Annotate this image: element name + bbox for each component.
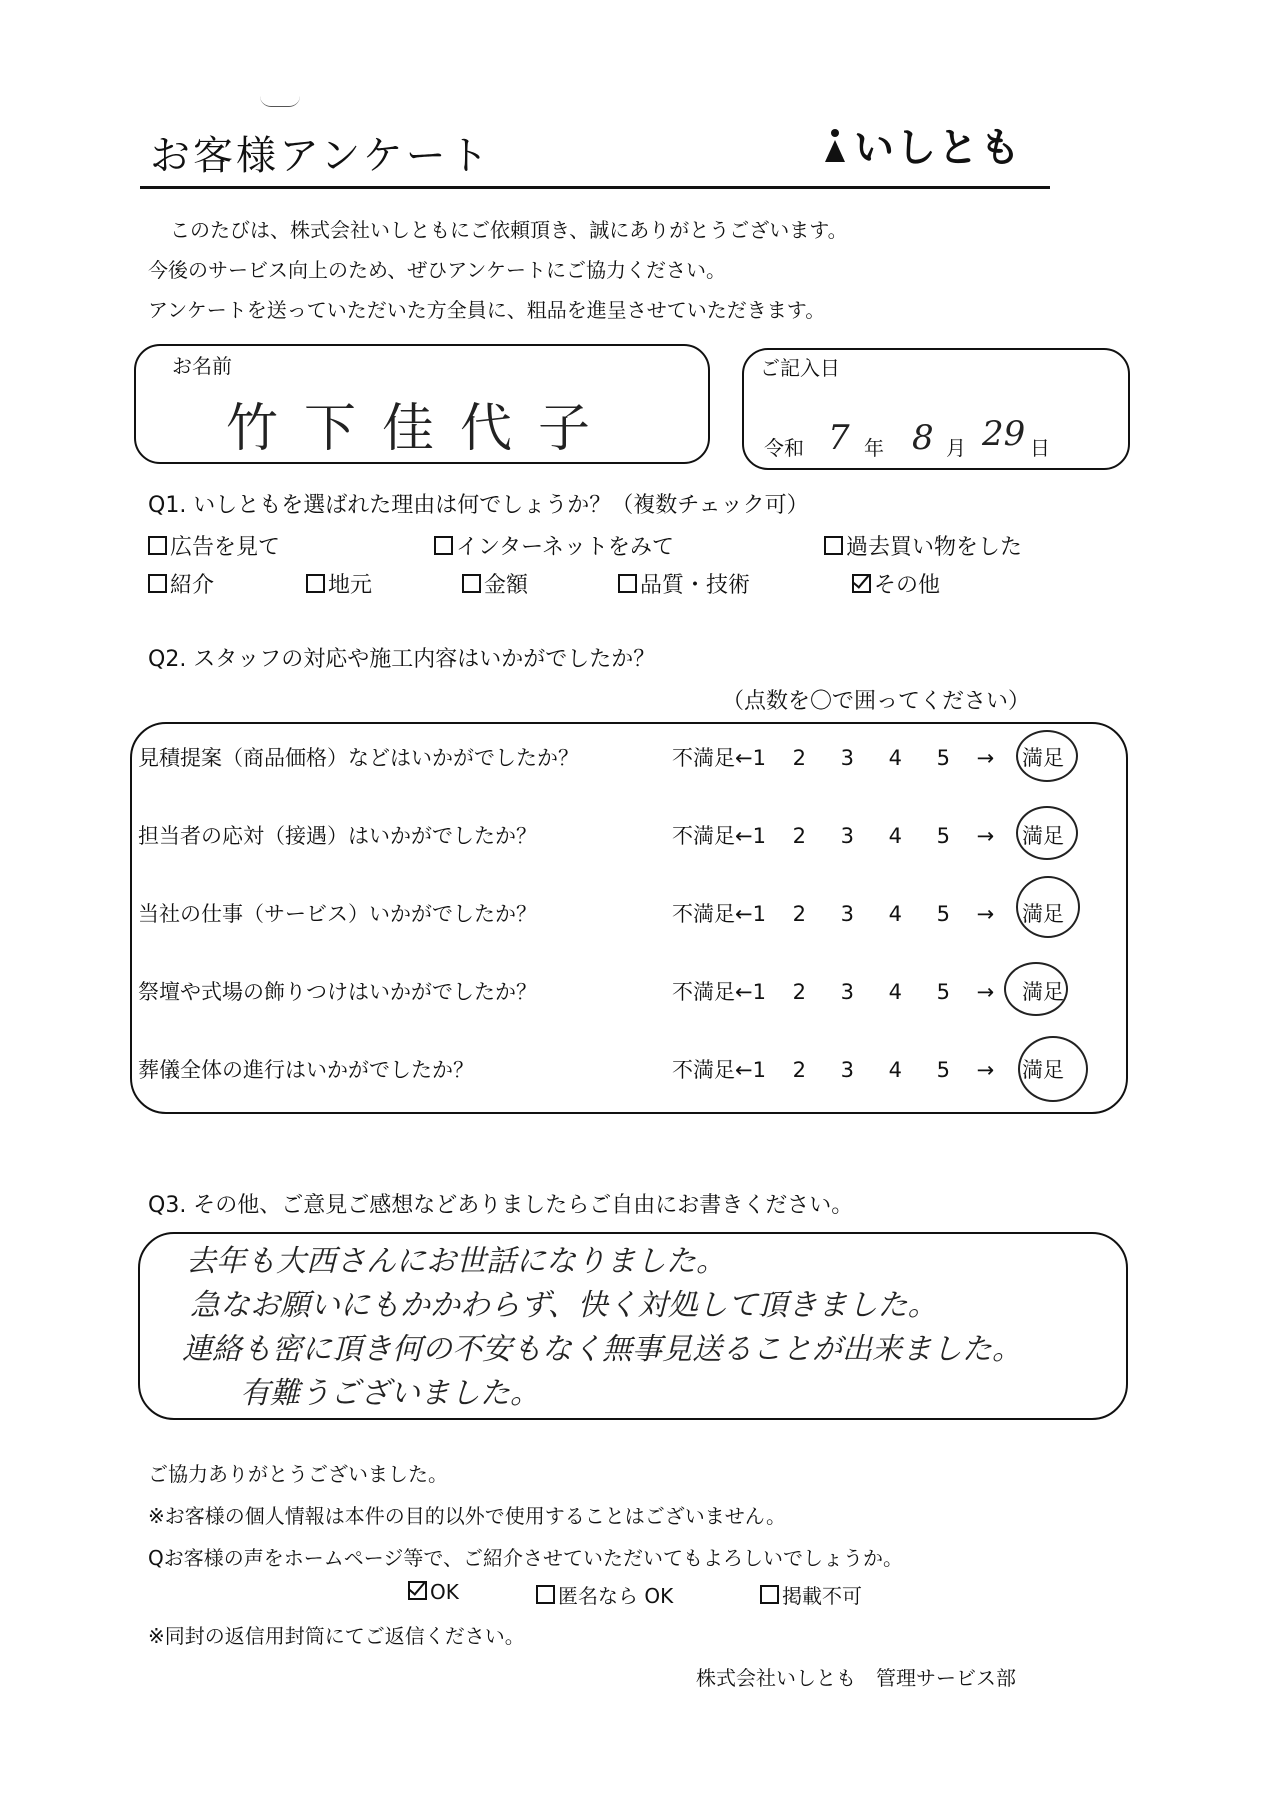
thanks-text: ご協力ありがとうございました。: [148, 1462, 448, 1486]
q3-question: Q3. その他、ご意見ご感想などありましたらご自由にお書きください。: [148, 1193, 854, 1218]
q1-option-local[interactable]: 地元: [306, 568, 372, 599]
comment-line-1[interactable]: 去年も大西さんにお世話になりました。: [186, 1244, 726, 1279]
intro-line-2: 今後のサービス向上のため、ぜひアンケートにご協力ください。: [148, 258, 726, 282]
date-day[interactable]: 29: [982, 414, 1026, 454]
answer-circle-mark: [1016, 806, 1078, 860]
q1-option-other[interactable]: その他: [852, 568, 940, 599]
checkbox-icon[interactable]: [148, 574, 167, 593]
date-year-unit: 年: [864, 436, 884, 460]
rating-question-5: 葬儀全体の進行はいかがでしたか？: [138, 1058, 474, 1082]
rating-answer-5[interactable]: 満足: [1022, 1058, 1064, 1082]
comment-line-4[interactable]: 有難うございました。: [240, 1376, 540, 1411]
privacy-note: ※お客様の個人情報は本件の目的以外で使用することはございません。: [148, 1504, 786, 1528]
rating-answer-2[interactable]: 満足: [1022, 824, 1064, 848]
checkbox-icon[interactable]: [462, 574, 481, 593]
company-department: 株式会社いしとも 管理サービス部: [696, 1666, 1016, 1690]
checkbox-checked-icon[interactable]: [408, 1581, 427, 1600]
rating-question-1: 見積提案（商品価格）などはいかがでしたか？: [138, 746, 579, 770]
rating-scale-4: 不満足←1 2 3 4 5 →: [672, 980, 995, 1004]
checkbox-icon[interactable]: [148, 536, 167, 555]
publish-option-decline[interactable]: 掲載不可: [760, 1580, 862, 1609]
date-era: 令和: [764, 436, 804, 460]
answer-circle-mark: [1016, 730, 1078, 782]
publish-question: Qお客様の声をホームページ等で、ご紹介させていただいてもよろしいでしょうか。: [148, 1546, 903, 1570]
checkbox-icon[interactable]: [434, 536, 453, 555]
date-month-unit: 月: [946, 436, 966, 460]
publish-option-anonymous[interactable]: 匿名なら OK: [536, 1580, 673, 1609]
q1-question: Q1. いしともを選ばれた理由は何でしょうか？（複数チェック可）: [148, 493, 809, 518]
q1-option-past-purchase[interactable]: 過去買い物をした: [824, 530, 1022, 561]
comment-line-2[interactable]: 急なお願いにもかかわらず、快く対処して頂きました。: [190, 1288, 938, 1323]
rating-question-3: 当社の仕事（サービス）いかがでしたか？: [138, 902, 537, 926]
logo-icon: [822, 129, 848, 163]
page-title: お客様アンケート: [150, 133, 492, 179]
rating-question-4: 祭壇や式場の飾りつけはいかがでしたか？: [138, 980, 537, 1004]
rating-question-2: 担当者の応対（接遇）はいかがでしたか？: [138, 824, 537, 848]
company-logo: [822, 116, 1022, 173]
q2-question: Q2. スタッフの対応や施工内容はいかがでしたか？: [148, 647, 656, 672]
rating-answer-4[interactable]: 満足: [1022, 980, 1064, 1004]
date-day-unit: 日: [1030, 436, 1050, 460]
q1-option-ad[interactable]: 広告を見て: [148, 530, 280, 561]
q2-instruction: （点数を〇で囲ってください）: [722, 689, 1031, 714]
rating-answer-1[interactable]: 満足: [1022, 746, 1064, 770]
title-divider: [140, 186, 1050, 189]
q1-option-quality[interactable]: 品質・技術: [618, 568, 750, 599]
answer-circle-mark: [1004, 962, 1068, 1016]
answer-circle-mark: [1016, 876, 1080, 938]
checkbox-icon[interactable]: [536, 1585, 555, 1604]
q1-option-referral[interactable]: 紹介: [148, 568, 214, 599]
intro-line-1: このたびは、株式会社いしともにご依頼頂き、誠にありがとうございます。: [170, 218, 848, 242]
date-label: ご記入日: [760, 356, 840, 380]
checkbox-icon[interactable]: [306, 574, 325, 593]
name-label: お名前: [172, 354, 232, 378]
checkbox-icon[interactable]: [824, 536, 843, 555]
date-month[interactable]: 8: [912, 418, 934, 458]
checkbox-checked-icon[interactable]: [852, 574, 871, 593]
checkbox-icon[interactable]: [618, 574, 637, 593]
rating-scale-2: 不満足←1 2 3 4 5 →: [672, 824, 995, 848]
intro-line-3: アンケートを送っていただいた方全員に、粗品を進呈させていただきます。: [148, 298, 826, 322]
date-year[interactable]: 7: [828, 418, 850, 458]
q1-option-price[interactable]: 金額: [462, 568, 528, 599]
return-note: ※同封の返信用封筒にてご返信ください。: [148, 1624, 525, 1648]
name-value[interactable]: 竹下佳代子: [226, 399, 617, 459]
rating-scale-5: 不満足←1 2 3 4 5 →: [672, 1058, 995, 1082]
rating-scale-3: 不満足←1 2 3 4 5 →: [672, 902, 995, 926]
q1-option-internet[interactable]: インターネットをみて: [434, 530, 674, 561]
answer-circle-mark: [1018, 1036, 1088, 1102]
pen-mark: [260, 96, 300, 107]
rating-scale-1: 不満足←1 2 3 4 5 →: [672, 746, 995, 770]
logo-text: いしとも: [854, 125, 1022, 171]
publish-option-ok[interactable]: OK: [408, 1580, 459, 1604]
rating-answer-3[interactable]: 満足: [1022, 902, 1064, 926]
checkbox-icon[interactable]: [760, 1585, 779, 1604]
comment-line-3[interactable]: 連絡も密に頂き何の不安もなく無事見送ることが出来ました。: [182, 1332, 1022, 1367]
